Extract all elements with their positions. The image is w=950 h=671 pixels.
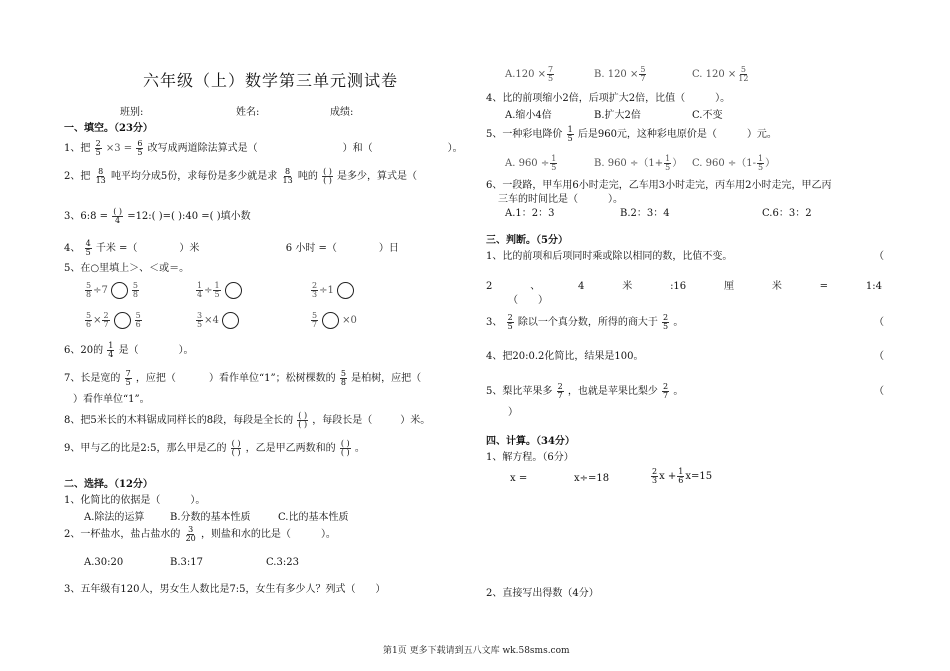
- choice-q4: 4、比的前项缩小2倍，后项扩大2倍，比值（ ）。: [486, 93, 731, 104]
- choice-q2: 2、一杯盐水，盐占盐水的 $\frac{3}{20}$ ，则盐和水的比是（ ）。: [64, 525, 336, 543]
- fraction: $\frac{6}{5}$: [137, 139, 143, 157]
- fill-q6: 6、20的 $\frac{1}{4}$ 是（ ）。: [64, 341, 194, 359]
- choice-q4-opt-b: B.扩大2倍: [594, 110, 641, 121]
- compare-3: $\frac{2}{3}$ ÷1: [310, 282, 357, 299]
- choice-q6-opt-a: A.1：2：3: [505, 208, 555, 219]
- choice-q6: 6、一段路，甲车用6小时走完，乙车用3小时走完，丙车用2小时走完，甲乙丙: [486, 180, 832, 191]
- class-label: 班别:: [120, 107, 144, 118]
- judge-q2: 2 、 4 米 :16 厘 米 = 1:4: [486, 281, 882, 292]
- choice-q3: 3、五年级有120人，男女生人数比是7:5，女生有多少人？列式（ ）: [64, 584, 386, 595]
- fraction: $\frac{2}{5}$: [95, 139, 101, 157]
- section-calc-heading: 四、计算。（34分）: [486, 436, 575, 447]
- judge-q5: 5、梨比苹果多 $\frac{2}{7}$ ，也就是苹果比梨少 $\frac{2}{7}$ 。: [486, 382, 684, 400]
- fill-q1: 1、把 $\frac{2}{5}$ ×3 = $\frac{6}{5}$ 改写成两道除法算式是（ ）和（ ）。: [64, 139, 463, 157]
- choice-q6-cont: 三车的时间比是（ ）。: [498, 194, 623, 205]
- compare-5: $\frac{3}{5}$ ×4: [195, 312, 242, 329]
- compare-6: $\frac{5}{7}$ ×0: [312, 311, 357, 329]
- compare-circle[interactable]: [337, 282, 354, 299]
- choice-q5: 5、一种彩电降价 $\frac{1}{5}$ 后是960元，这种彩电原价是（ ）元。: [486, 125, 777, 143]
- score-label: 成绩:: [330, 107, 354, 118]
- compare-circle[interactable]: [225, 282, 242, 299]
- choice-q1-opt-c: C.比的基本性质: [278, 512, 349, 523]
- page-title: 六年级（上）数学第三单元测试卷: [143, 71, 399, 90]
- choice-q1-opt-a: A.除法的运算: [84, 512, 145, 523]
- choice-q2-opt-c: C.3:23: [266, 557, 299, 568]
- choice-q3-opt-b: B. 120 × $\frac{5}{7}$: [594, 65, 646, 83]
- fraction: $\frac{8}{13}$: [95, 167, 106, 185]
- equation-1: x =: [510, 473, 528, 484]
- fill-q8: 8、把5米长的木料锯成同样长的8段，每段是全长的 $\frac{( )}{( )}$ ，每段长是（ ）米。: [64, 411, 431, 429]
- section-choice-heading: 二、选择。（12分）: [64, 479, 153, 490]
- compare-4: $\frac{5}{6}$ × $\frac{2}{7}$ $\frac{5}{6}$: [86, 311, 141, 329]
- choice-q6-opt-c: C.6：3：2: [762, 208, 812, 219]
- judge-q4-paren[interactable]: （: [874, 351, 884, 362]
- fill-q3: 3、6:8 = $\frac{( )}{4}$ =12:( )=( ):40 =( )填小数: [64, 207, 251, 225]
- fill-q5-heading: 5、在○里填上＞、＜或＝。: [64, 263, 190, 274]
- page-footer: 第1页 更多下载请到五八文库 wk.58sms.com: [383, 646, 570, 656]
- fraction: $\frac{( )}{( )}$: [323, 167, 332, 185]
- judge-q5-paren-close[interactable]: ）: [508, 407, 518, 418]
- equation-2: x÷=18: [574, 473, 610, 484]
- compare-circle[interactable]: [114, 312, 131, 329]
- section-fill-blank-heading: 一、填空。（23分）: [64, 123, 153, 134]
- choice-q1: 1、化简比的依据是（ ）。: [64, 495, 206, 506]
- choice-q5-opt-a: A. 960 ÷ $\frac{1}{5}$: [505, 154, 557, 172]
- compare-circle[interactable]: [322, 312, 339, 329]
- equation-3: $\frac{2}{3}$ x + $\frac{1}{6}$ x=15: [652, 467, 713, 485]
- compare-2: $\frac{1}{4}$ ÷ $\frac{1}{5}$: [195, 282, 245, 299]
- fraction: $\frac{8}{13}$: [282, 167, 293, 185]
- judge-q1-paren[interactable]: （: [874, 251, 884, 262]
- choice-q1-opt-b: B.分数的基本性质: [170, 512, 251, 523]
- compare-1: $\frac{5}{8}$ ÷7 $\frac{5}{8}$: [86, 281, 138, 299]
- choice-q4-opt-c: C.不变: [692, 110, 723, 121]
- compare-circle[interactable]: [222, 312, 239, 329]
- judge-q1: 1、比的前项和后项同时乘或除以相同的数，比值不变。: [486, 251, 733, 262]
- choice-q3-opt-a: A.120 × $\frac{7}{5}$: [505, 65, 554, 83]
- name-label: 姓名:: [236, 107, 260, 118]
- fraction: $\frac{( )}{4}$: [113, 207, 122, 225]
- judge-q4: 4、把20:0.2化简比，结果是100。: [486, 351, 644, 362]
- judge-q3-paren[interactable]: （: [874, 317, 884, 328]
- choice-q5-opt-c: C. 960 ÷（1- $\frac{1}{5}$ ）: [692, 154, 776, 172]
- fill-q7-cont: ）看作单位“1”。: [73, 394, 150, 405]
- calc-q2: 2、直接写出得数（4分）: [486, 588, 599, 599]
- choice-q2-opt-b: B.3:17: [170, 557, 203, 568]
- section-judge-heading: 三、判断。（5分）: [486, 235, 568, 246]
- choice-q5-opt-b: B. 960 ÷（1+ $\frac{1}{5}$ ）: [594, 154, 683, 172]
- fraction: $\frac{4}{5}$: [85, 239, 91, 257]
- choice-q2-opt-a: A.30:20: [84, 557, 124, 568]
- choice-q3-opt-c: C. 120 × $\frac{5}{12}$: [692, 65, 749, 83]
- judge-q2-paren[interactable]: （ ）: [508, 295, 548, 306]
- choice-q4-opt-a: A.缩小4倍: [505, 110, 552, 121]
- judge-q5-paren-open[interactable]: （: [874, 386, 884, 397]
- fill-q9: 9、甲与乙的比是2:5，那么甲是乙的 $\frac{( )}{( )}$ ，乙是甲乙两数和的 $\frac{( )}{( )}$ 。: [64, 439, 365, 457]
- judge-q3: 3、 $\frac{2}{5}$ 除以一个真分数，所得的商大于 $\frac{2}{5}$ 。: [486, 313, 684, 331]
- compare-circle[interactable]: [111, 282, 128, 299]
- fill-q4: 4、 $\frac{4}{5}$ 千米 =（ ）米 6 小时 =（ ）日: [64, 239, 399, 257]
- choice-q6-opt-b: B.2：3：4: [620, 208, 670, 219]
- fill-q7: 7、长是宽的 $\frac{7}{5}$ ，应把（ ）看作单位“1”；松树棵数的 $\frac{5}{8}$ 是柏树，应把（: [64, 369, 422, 387]
- calc-q1: 1、解方程。（6分）: [486, 452, 574, 463]
- fill-q2: 2、把 $\frac{8}{13}$ 吨平均分成5份，求每份是多少就是求 $\frac{8}{13}$ 吨的 $\frac{( )}{( )}$ 是多少，算式是（: [64, 167, 418, 185]
